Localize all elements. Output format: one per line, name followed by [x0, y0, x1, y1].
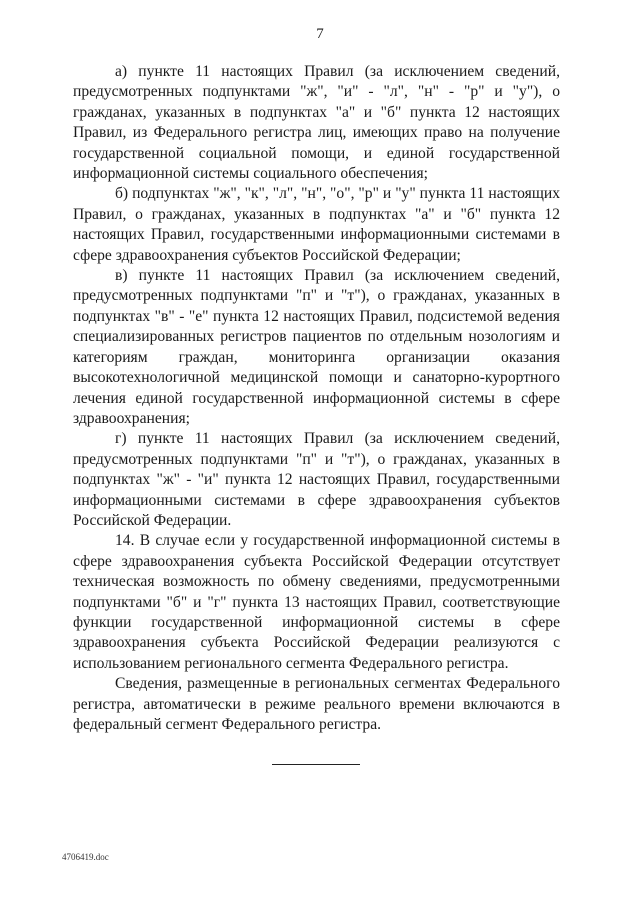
paragraph-subitem-a: а) пункте 11 настоящих Правил (за исключением сведений, предусмотренных подпунктами "ж", "и" - "л", "н" - "р" и "у"), о гражданах, указанных в подпунктах "а" и "б" пункта 12 настоящих Правил, из Федерального регистра лиц, имеющих право на получение государственной социальной помощи, и единой государственной информационной системы социального обеспечения;: [73, 63, 560, 183]
page-number: 7: [316, 26, 324, 42]
paragraph-subitem-b: б) подпунктах "ж", "к", "л", "н", "о", "р" и "у" пункта 11 настоящих Правил, о гражданах, указанных в подпунктах "а" и "б" пункта 12 настоящих Правил, государственными информационными системами в сфере здравоохранения субъектов Российской Федерации;: [73, 185, 560, 264]
paragraph-subitem-v: в) пункте 11 настоящих Правил (за исключением сведений, предусмотренных подпунктами "п" и "т"), о гражданах, указанных в подпунктах "в" - "е" пункта 12 настоящих Правил, подсистемой ведения специализированных регистров пациентов по отдельным нозологиям и категориям граждан, мониторинга организации оказания высокотехнологичной медицинской помощи и санаторно-курортного лечения единой государственной информационной системы в сфере здравоохранения;: [73, 267, 560, 427]
end-separator-line: [272, 764, 360, 765]
paragraph-subitem-g: г) пункте 11 настоящих Правил (за исключением сведений, предусмотренных подпунктами "п" и "т"), о гражданах, указанных в подпунктах "ж" - "и" пункта 12 настоящих Правил, государственными информационными системами в сфере здравоохранения субъектов Российской Федерации.: [73, 430, 560, 529]
paragraph-federal-segment: Сведения, размещенные в региональных сегментах Федерального регистра, автоматически в режиме реального времени включаются в федеральный сегмент Федерального регистра.: [73, 675, 560, 733]
paragraph-item-14: 14. В случае если у государственной информационной системы в сфере здравоохранения субъекта Российской Федерации отсутствует техническая возможность по обмену сведениями, предусмотренными подпунктами "б" и "г" пункта 13 настоящих Правил, соответствующие функции государственной информационной системы в сфере здравоохранения субъекта Российской Федерации реализуются с использованием регионального сегмента Федерального регистра.: [73, 532, 560, 672]
document-body: [73, 62, 560, 735]
file-identifier: 4706419.doc: [62, 852, 109, 862]
